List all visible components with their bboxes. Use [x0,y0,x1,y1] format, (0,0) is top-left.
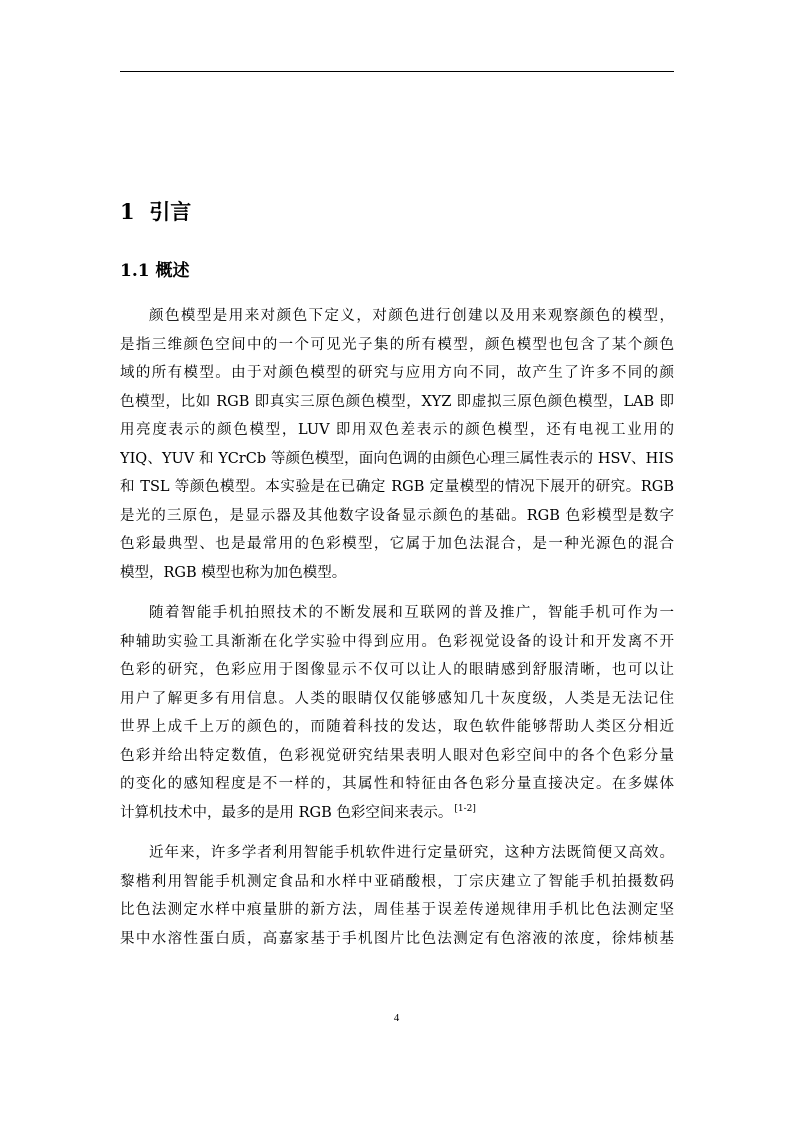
text-line: 色彩最典型、也是最常用的色彩模型，它属于加色法混合，是一种光源色的混合 [120,536,674,552]
paragraph-2 [120,599,674,827]
citation[interactable]: [1-2] [454,803,476,814]
paragraph-spacer [120,587,674,599]
text-line: 是光的三原色，是显示器及其他数字设备显示颜色的基础。RGB 色彩模型是数字 [120,507,674,524]
text-line: 色彩并给出特定数值，色彩视觉研究结果表明人眼对色彩空间中的各个色彩分量 [120,747,674,764]
text-line: YIQ、YUV 和 YCrCb 等颜色模型，面向色调的由颜色心理三属性表示的 HSV、HIS [120,450,674,467]
chapter-heading [120,197,191,227]
body-text [120,302,674,1022]
paragraph-1 [120,302,674,587]
text-line: 果中水溶性蛋白质，高嘉家基于手机图片比色法测定有色溶液的浓度，徐炜桢基 [120,930,674,947]
text-line: 颜色模型是用来对颜色下定义，对颜色进行创建以及用来观察颜色的模型， [149,308,674,324]
paragraph-spacer [120,827,674,839]
text-line: 比色法测定水样中痕量肼的新方法，周佳基于误差传递规律用手机比色法测定坚 [120,902,674,918]
text-line: 随着智能手机拍照技术的不断发展和互联网的普及推广，智能手机可作为一 [149,605,674,621]
text-line: 用户了解更多有用信息。人类的眼睛仅仅能够感知几十灰度级，人类是无法记住 [120,690,674,707]
text-line: 计算机技术中，最多的是用 RGB 色彩空间来表示。 [120,804,453,821]
text-line: 的变化的感知程度是不一样的，其属性和特征由各色彩分量直接决定。在多媒体 [120,776,674,792]
page-number: 4 [393,1012,400,1024]
text-line: 色模型，比如 RGB 即真实三原色颜色模型，XYZ 即虚拟三原色颜色模型，LAB 即 [120,393,674,410]
chapter-number: 1 [120,199,135,224]
text-line: 色彩的研究，色彩应用于图像显示不仅可以让人的眼睛感到舒服清晰，也可以让 [120,662,674,678]
section-number: 1.1 [120,261,150,281]
text-line: 用亮度表示的颜色模型，LUV 即用双色差表示的颜色模型，还有电视工业用的 [120,422,674,438]
section-heading [120,257,190,285]
text-line: 近年来，许多学者利用智能手机软件进行定量研究，这种方法既简便又高效。 [149,845,674,861]
text-line: 和 TSL 等颜色模型。本实验是在已确定 RGB 定量模型的情况下展开的研究。RGB [120,479,674,495]
section-title: 概述 [155,261,190,281]
text-line: 黎楷利用智能手机测定食品和水样中亚硝酸根，丁宗庆建立了智能手机拍摄数码 [120,873,674,890]
paragraph-3 [120,839,674,953]
text-line: 模型，RGB 模型也称为加色模型。 [120,564,347,581]
text-line: 域的所有模型。由于对颜色模型的研究与应用方向不同，故产生了许多不同的颜 [120,365,674,381]
text-line-with-citation [120,799,674,828]
text-line: 世界上成千上万的颜色的，而随着科技的发达，取色软件能够帮助人类区分相近 [120,719,674,735]
text-line: 种辅助实验工具渐渐在化学实验中得到应用。色彩视觉设备的设计和开发离不开 [120,633,674,650]
chapter-title: 引言 [149,199,192,224]
header-rule [120,71,674,72]
text-line: 是指三维颜色空间中的一个可见光子集的所有模型，颜色模型也包含了某个颜色 [120,336,674,353]
